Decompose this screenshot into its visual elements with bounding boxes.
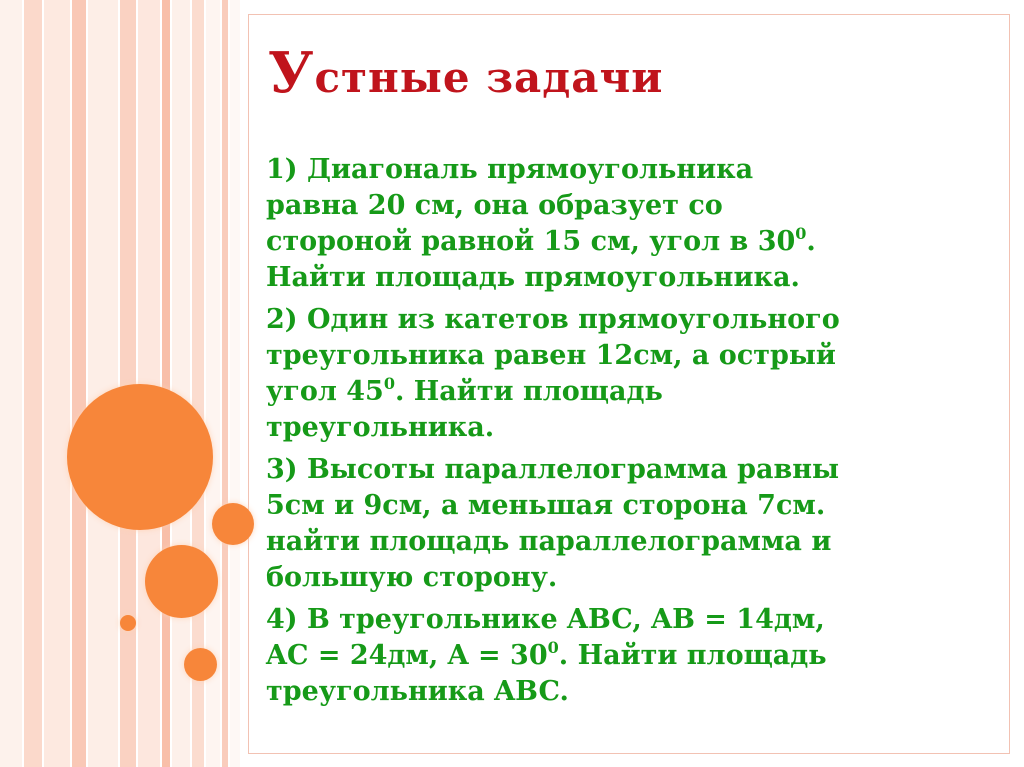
problem-line	[266, 488, 996, 524]
decor-stripe	[230, 0, 240, 767]
decor-stripe	[0, 0, 22, 767]
problem-text: Найти площадь прямоугольника.	[266, 262, 800, 293]
problem-text: 3) Высоты параллелограмма равны	[266, 454, 840, 485]
decor-stripe	[172, 0, 190, 767]
decor-circle-tiny	[120, 615, 136, 631]
problem-line	[266, 410, 996, 446]
decor-stripe	[24, 0, 42, 767]
problem-line	[266, 674, 996, 710]
problem-text: 2) Один из катетов прямоугольного	[266, 304, 840, 335]
problem-line	[266, 524, 996, 560]
problem-text: большую сторону.	[266, 562, 558, 593]
problem-text: AC = 24дм, A = 30	[266, 640, 548, 671]
slide-title-rest: стные задачи	[314, 53, 664, 102]
problem-line	[266, 260, 996, 296]
problem-text: .	[806, 226, 816, 257]
problem-text: . Найти площадь	[558, 640, 827, 671]
slide-title-initial: У	[268, 40, 315, 106]
problem-text: 5см и 9см, а меньшая сторона 7см.	[266, 490, 826, 521]
degree-superscript: 0	[795, 224, 807, 243]
decor-stripe	[222, 0, 228, 767]
problem-text: треугольника ABC.	[266, 676, 569, 707]
problem-line	[266, 602, 996, 638]
problem-line	[266, 560, 996, 596]
problem-text: треугольника равен 12см, а острый	[266, 340, 836, 371]
slide-title	[268, 40, 663, 106]
problem-line	[266, 374, 996, 410]
problem-text: . Найти площадь	[395, 376, 663, 407]
problem-list	[266, 152, 996, 716]
problem-text: стороной равной 15 см, угол в 30	[266, 226, 796, 257]
problem-text: угол 45	[266, 376, 384, 407]
problem-line	[266, 338, 996, 374]
problem-text: 1) Диагональ прямоугольника	[266, 154, 754, 185]
decor-stripe	[162, 0, 170, 767]
problem-text: треугольника.	[266, 412, 495, 443]
problem-line	[266, 224, 996, 260]
decor-circle-small	[212, 503, 254, 545]
decor-circle-small	[184, 648, 217, 681]
problem-line	[266, 188, 996, 224]
decor-stripe	[44, 0, 70, 767]
problem-text: найти площадь параллелограмма и	[266, 526, 832, 557]
decor-circle-large	[67, 384, 213, 530]
problem-item	[266, 602, 996, 710]
problem-line	[266, 452, 996, 488]
problem-line	[266, 638, 996, 674]
problem-line	[266, 302, 996, 338]
decor-stripe	[88, 0, 118, 767]
decor-circle-medium	[145, 545, 218, 618]
problem-item	[266, 452, 996, 596]
problem-text: равна 20 см, она образует со	[266, 190, 723, 221]
degree-superscript: 0	[547, 638, 559, 657]
problem-text: 4) В треугольнике ABC, AB = 14дм,	[266, 604, 825, 635]
problem-item	[266, 302, 996, 446]
degree-superscript: 0	[383, 374, 395, 393]
decor-stripe	[72, 0, 86, 767]
problem-line	[266, 152, 996, 188]
problem-item	[266, 152, 996, 296]
